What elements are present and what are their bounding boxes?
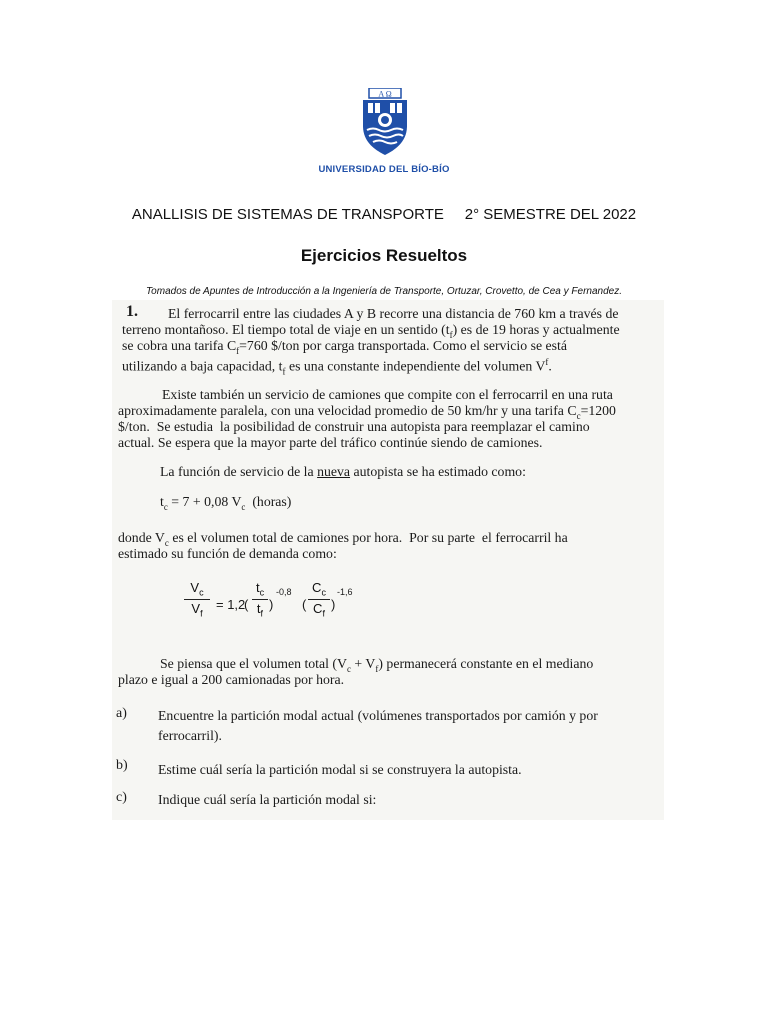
item-b-label: b): [116, 758, 128, 773]
p3-line: La función de servicio de la nueva autopista se ha estimado como:: [160, 464, 526, 479]
demand-coefficient: = 1,2: [216, 597, 246, 612]
document-title: Ejercicios Resueltos: [300, 246, 468, 265]
p2-line-4: actual. Se espera que la mayor parte del tráfico continúe siendo de camiones.: [118, 435, 543, 450]
problem-number: 1.: [126, 303, 138, 320]
item-a-line-2: ferrocarril).: [158, 728, 222, 743]
crest-letters: A Ω: [378, 89, 392, 99]
fraction-vc-vf: $V_c$ $V_f$: [184, 580, 210, 618]
exponent-cost: -1,6: [337, 587, 353, 597]
fraction-tc-tf: $t_c$ $t_f$: [252, 580, 268, 618]
p2-line-1: Existe también un servicio de camiones que compite con el ferrocarril en una ruta: [162, 387, 613, 402]
item-a-label: a): [116, 706, 127, 721]
item-c-line-1: Indique cuál sería la partición modal si:: [158, 792, 377, 807]
p4-line-2: estimado su función de demanda como:: [118, 546, 337, 561]
exponent-time: -0,8: [276, 587, 292, 597]
course-header: [0, 206, 768, 223]
item-b-line-1: Estime cuál sería la partición modal si se construyera la autopista.: [158, 762, 522, 777]
p2-line-2: aproximadamente paralela, con una velocidad promedio de 50 km/hr y una tarifa $C_c=1200$: [118, 403, 616, 421]
p1-line-1: El ferrocarril entre las ciudades A y B recorre una distancia de 760 km a través de: [168, 306, 619, 321]
scanned-problem: 1. El ferrocarril entre las ciudades A y B recorre una distancia de 760 km a través de terreno montañoso. El tiempo total de viaje en un sentido $(t_f)$ es de 19 horas y actualmente se cobra una tarifa $C_f=760$ $/ton por carga transportada. Como el servicio se está utilizando a baja capacidad, $t_f$ es una constante independiente del volumen $V^f$. Existe también un servicio de camiones que compite con el ferrocarril en una ruta aproximadamente paralela, con una velocidad promedio de 50 km/hr y una tarifa $C_c=1200$ $/ton. Se estudia la posibilidad de construir una autopista para reemplazar el camino actual. Se espera que la mayor parte del tráfico continúe siendo de camiones. La función de servicio de la nueva autopista se ha estimado como: $t_c = 7 + 0,08$ $V_c$ (horas) donde $V_c$ es el volumen total de camiones por hora. Por su parte el ferrocarril ha estimado su función de demanda como: $V_c$ $V_f$ = 1,2 ( $t_c$ $t_f$ ) -0,8 ( $C_c$ $C_f$ ) -1,6 Se piensa que el volumen total $(V_c + V_f)$ permanecerá constante en el mediano plazo e igual a 200 camionadas por hora. a) Encuentre la partición modal actual (volúmenes transportados por camión y por ferrocarril). b) Estime cuál sería la partición modal si se construyera la autopista. c) Indique cuál sería la partición modal si:: [112, 300, 664, 820]
service-function: $t_c = 7 + 0,08$ $V_c$ (horas): [160, 494, 292, 512]
university-crest-logo: [361, 88, 409, 156]
p2-line-3: $/ton. Se estudia la posibilidad de construir una autopista para reemplazar el camino: [118, 419, 590, 434]
fraction-cc-cf: $C_c$ $C_f$: [308, 580, 330, 618]
source-note: Tomados de Apuntes de Introducción a la Ingeniería de Transporte, Ortuzar, Crovetto, de Cea y Fernandez.: [145, 286, 622, 297]
p1-line-3: se cobra una tarifa $C_f=760$ $/ton por carga transportada. Como el servicio se está: [122, 338, 567, 356]
p1-line-4: utilizando a baja capacidad, $t_f$ es una constante independiente del volumen $V^f$.: [122, 357, 552, 377]
p4-line-1: donde $V_c$ es el volumen total de camiones por hora. Por su parte el ferrocarril ha: [118, 530, 568, 548]
p1-line-2: terreno montañoso. El tiempo total de viaje en un sentido $(t_f)$ es de 19 horas y actualmente: [122, 322, 620, 340]
semester-label: 2° SEMESTRE DEL 2022: [464, 206, 637, 223]
item-c-label: c): [116, 790, 127, 805]
university-name: UNIVERSIDAD DEL BÍO-BÍO: [318, 164, 450, 175]
p5-line-1: Se piensa que el volumen total $(V_c + V_f)$ permanecerá constante en el mediano: [160, 656, 594, 674]
item-a-line-1: Encuentre la partición modal actual (volúmenes transportados por camión y por: [158, 708, 598, 723]
p5-line-2: plazo e igual a 200 camionadas por hora.: [118, 672, 345, 687]
course-name: ANALLISIS DE SISTEMAS DE TRANSPORTE: [131, 206, 444, 223]
